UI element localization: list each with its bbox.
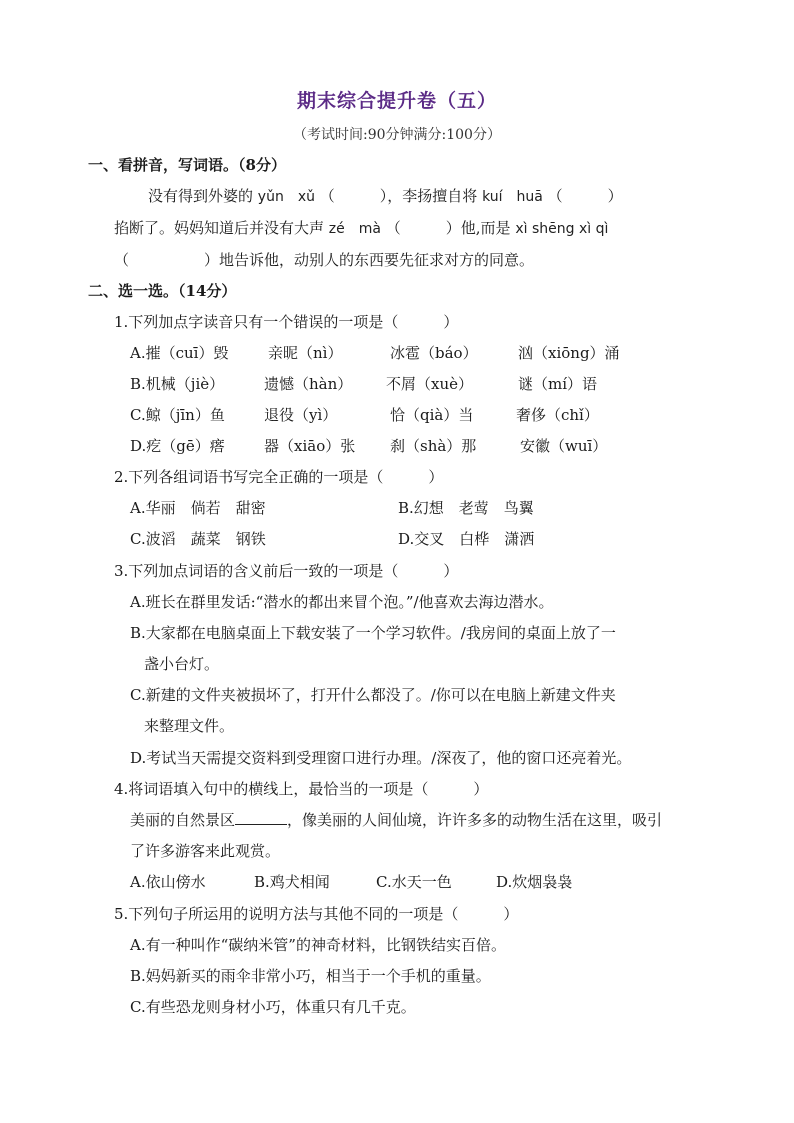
q1-option-c-2: 退役（yì）	[264, 406, 338, 424]
s1-text: 地告诉他，动别人的东西要先征求对方的同意。	[219, 251, 535, 269]
s1-line-1	[148, 186, 623, 207]
answer-blank-1[interactable]: （ ）	[319, 187, 388, 205]
q1-option-c-1[interactable]: C.鲸（jīn）鱼	[130, 406, 225, 424]
q1-option-a-3: 冰雹（báo）	[390, 344, 478, 362]
s1-line-2	[114, 218, 608, 239]
pinyin-3: zé mà	[328, 221, 381, 237]
answer-blank-2[interactable]: （ ）	[547, 187, 623, 205]
section-2-heading: 二、选一选。（14分）	[88, 282, 237, 300]
q2-stem: 2.下列各组词语书写完全正确的一项是（ ）	[114, 468, 444, 486]
q1-option-d-2: 器（xiāo）张	[264, 437, 356, 455]
q4-option-d[interactable]: D.炊烟袅袅	[496, 873, 573, 891]
q1-option-d-3: 刹（shà）那	[390, 437, 477, 455]
q4-option-a[interactable]: A.依山傍水	[130, 873, 206, 891]
q1-option-b-2: 遗憾（hàn）	[264, 375, 353, 393]
q1-stem: 1.下列加点字读音只有一个错误的一项是（ ）	[114, 313, 459, 331]
s1-text: ，李扬擅自将	[387, 187, 478, 205]
q1-option-b-4: 谜（mí）语	[518, 375, 598, 393]
q3-option-b-cont: 盏小台灯。	[144, 655, 220, 673]
q5-option-c[interactable]: C.有些恐龙则身材小巧，体重只有几千克。	[130, 998, 416, 1016]
s1-line-3	[114, 250, 534, 270]
q1-option-d-1[interactable]: D.疙（gē）瘩	[130, 437, 225, 455]
q2-option-a[interactable]: A.华丽 倘若 甜密	[130, 499, 266, 517]
fill-blank[interactable]	[235, 810, 287, 825]
q3-option-d[interactable]: D.考试当天需提交资料到受理窗口进行办理。/深夜了，他的窗口还亮着光。	[130, 749, 632, 767]
answer-blank-3[interactable]: （ ）	[385, 219, 461, 237]
q4-text: 美丽的自然景区	[130, 811, 236, 829]
q2-option-b[interactable]: B.幻想 老莺 鸟翼	[398, 499, 534, 517]
page-title: 期末综合提升卷（五）	[296, 90, 497, 112]
answer-blank-4[interactable]: （ ）	[114, 251, 220, 269]
q1-option-b-3: 不屑（xuè）	[386, 375, 473, 393]
q4-sentence-line-1	[130, 810, 662, 830]
q4-stem: 4.将词语填入句中的横线上，最恰当的一项是（ ）	[114, 780, 489, 798]
q3-stem: 3.下列加点词语的含义前后一致的一项是（ ）	[114, 562, 459, 580]
q5-option-b[interactable]: B.妈妈新买的雨伞非常小巧，相当于一个手机的重量。	[130, 967, 491, 985]
q1-option-c-4: 奢侈（chǐ）	[516, 406, 599, 424]
q5-option-a[interactable]: A.有一种叫作“碳纳米管”的神奇材料，比钢铁结实百倍。	[130, 936, 506, 954]
s1-text: 掐断了。妈妈知道后并没有大声	[114, 219, 325, 237]
q3-option-c[interactable]: C.新建的文件夹被损坏了，打开什么都没了。/你可以在电脑上新建文件夹	[130, 686, 616, 704]
q1-option-c-3: 恰（qià）当	[390, 406, 474, 424]
q1-option-d-4: 安徽（wuī）	[520, 437, 608, 455]
q2-option-d[interactable]: D.交叉 白桦 潇洒	[398, 530, 535, 548]
q3-option-b[interactable]: B.大家都在电脑桌面上下载安装了一个学习软件。/我房间的桌面上放了一	[130, 624, 616, 642]
q1-option-a-4: 汹（xiōng）涌	[518, 344, 620, 362]
q4-option-b[interactable]: B.鸡犬相闻	[254, 873, 330, 891]
exam-subtitle: （考试时间:90分钟满分:100分）	[293, 127, 501, 143]
q4-option-c[interactable]: C.水天一色	[376, 873, 452, 891]
pinyin-1: yǔn xǔ	[257, 189, 315, 205]
section-1-heading: 一、看拼音，写词语。（8分）	[88, 156, 286, 174]
q3-option-a[interactable]: A.班长在群里发话:“潜水的都出来冒个泡。”/他喜欢去海边潜水。	[130, 593, 554, 611]
s1-text: 没有得到外婆的	[148, 187, 254, 205]
pinyin-4: xì shēng xì qì	[515, 221, 609, 237]
q1-option-a-2: 亲昵（nì）	[268, 344, 343, 362]
pinyin-2: kuí huā	[482, 189, 543, 205]
q5-stem: 5.下列句子所运用的说明方法与其他不同的一项是（ ）	[114, 905, 519, 923]
s1-text: 他,而是	[460, 219, 511, 237]
q2-option-c[interactable]: C.波滔 蔬菜 钢铁	[130, 530, 266, 548]
q4-text: ，像美丽的人间仙境，许许多多的动物生活在这里，吸引	[287, 811, 663, 829]
q3-option-c-cont: 来整理文件。	[144, 717, 235, 735]
q1-option-a-1[interactable]: A.摧（cuī）毁	[130, 344, 229, 362]
q4-sentence-line-2: 了许多游客来此观赏。	[130, 842, 281, 860]
q1-option-b-1[interactable]: B.机械（jiè）	[130, 375, 225, 393]
